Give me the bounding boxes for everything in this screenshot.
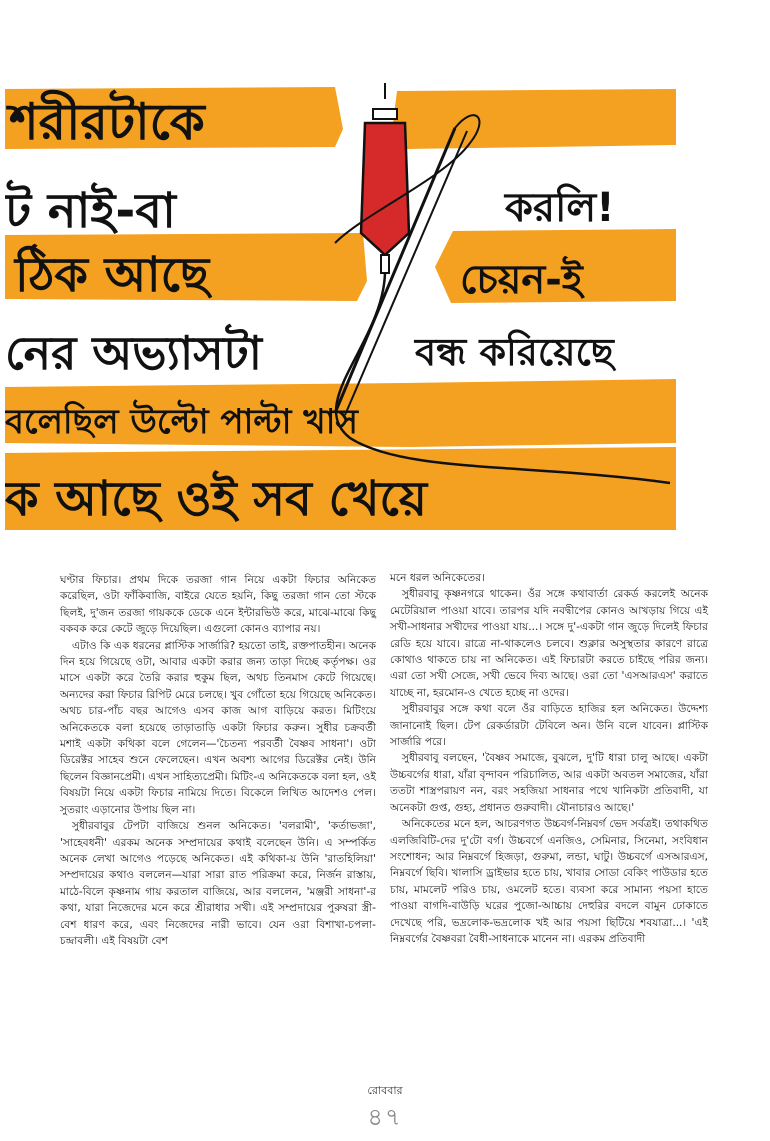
paragraph: সুধীরবাবু বলছেন, 'বৈষ্ণব সমাজে, বুঝলে, দু'টি ধারা চালু আছে। একটা উচ্চবর্গের ধারা, যাঁরা বৃন্দাবন পরিচালিত, আর একটা অবতল সমাজের, যাঁরা ততটা শাস্ত্রপরায়ণ নন, বরং সহজিয়া সাধনার পথে খানিকটা প্রতিবাদী, যা অনেকটা গুপ্ত, গুহ্য, প্রধানত গুরুবাদী। যৌনাচারও আছে।' xyxy=(390,752,708,814)
paragraph: সুধীরবাবুর টেপটা বাজিয়ে শুনল অনিকেত। 'বলরামী', 'কর্তাভজা', 'সাহেবধনী' এরকম অনেক সম্প্রদায়ের কথাই বলেছেন উনি। এ সম্পর্কিত অনেক লেখা আগেও পড়েছে অনিকেত। এই কথিকা-য় উনি 'রাতহিলিয়া' সম্প্রদায়ের কথাও বললেন—যারা সারা রাত পরিক্রমা করে, নির্জন রাস্তায়, মাঠে-বিলে কৃষ্ণনাম গায় করতাল বাজিয়ে, আর বললেন, 'মঞ্জরী সাধনা'-র কথা, যারা নিজেদের মনে করে শ্রীরাধার সখী। এই সম্প্রদায়ের পুরুষরা স্ত্রী-বেশ ধারণ করে, এবং নিজেদের নারী ভাবে। যেন ওরা বিশাখা-চপলা-চন্দ্রাবলী। এই বিষয়টা বেশ xyxy=(60,820,376,947)
paragraph: এটাও কি এক ধরনের প্লাস্টিক সার্জারি? হয়তো তাই, রক্তপাতহীন। অনেক দিন হয়ে গিয়েছে ওটা, আবার একটা করার জন্য তাড়া দিচ্ছে কর্তৃপক্ষ। ওর মাসে একটা করে তৈরি করার হুকুম ছিল, অথচ তিনমাস কেটে গিয়েছে। অন্যদের করা ফিচার রিপিট মেরে চলছে। খুব গোঁতো হয়ে গিয়েছে অনিকেত। অথচ চার-পাঁচ বছর আগেও এসব কাজ আগ বাড়িয়ে করত। মিটিংয়ে অনিকেতকে বলা হয়েছে তাড়াতাড়ি একটা ফিচার করুন। সুধীর চক্রবর্তী মশাই একটা কথিকা বলে গেলেন—'চৈতন্য পরবর্তী বৈষ্ণব সাধনা'। ওটা ডিরেক্টর সাহেব শুনে ফেলেছেন। এখন অবশ্য আগের ডিরেক্টর নেই। উনি ছিলেন বিজ্ঞানপ্রেমী। এখন সাহিত্যপ্রেমী। মিটিং-এ অনিকেতকে বলা হল, ওই বিষয়টা নিয়ে একটা ফিচার নামিয়ে দিতে। বিকেলে লিখিত আদেশও পেল। সুতরাং এড়ানোর উপায় ছিল না। xyxy=(60,639,376,816)
article-column-left xyxy=(60,572,376,949)
paragraph: ঘণ্টার ফিচার। প্রথম দিকে তরজা গান নিয়ে একটা ফিচার অনিকেত করেছিল, ওটা ফাঁকিবাজি, বাইরে যেতে হয়নি, কিছু তরজা গান তো স্টকে ছিলই, দু'জন তরজা গায়ককে ডেকে এনে ইন্টারভিউ করে, মাঝে-মাঝে কিছু বকবক করে কেটে জুড়ে দিয়েছিল। এগুলো কোনও ব্যাপার নয়। xyxy=(60,574,376,636)
illustration-text-2: ট নাই-বা xyxy=(5,183,176,239)
illustration-text-3: ঠিক আছে xyxy=(15,247,210,303)
paragraph: সুধীরবাবু কৃষ্ণনগরে থাকেন। ওঁর সঙ্গে কথাবার্তা রেকর্ড করলেই অনেক মেটেরিয়াল পাওয়া যাবে। তারপর যদি নবদ্বীপের কোনও আখড়ায় গিয়ে এই সখী-সাধনার সখীদের পাওয়া যায়...। সঙ্গে দু'-একটা গান জুড়ে দিলেই ফিচার রেডি হয়ে যাবে। রাত্রে না-থাকলেও চলবে। শুক্লার অসুস্থতার কারণে রাত্রে কোথাও থাকতে চায় না অনিকেত। এই ফিচারটা করতে চাইছে পরির জন্য। এরা তো সখী সেজে, সখী ভেবে দিব্য আছে। ওরা তো 'এসআরএস' করাতে যাচ্ছে না, হরমোন-ও খেতে হচ্ছে না ওদের। xyxy=(390,588,708,699)
paragraph: মনে ধরল অনিকেতের। xyxy=(390,572,485,584)
illustration-text-5: বলেছিল উল্টো পাল্টা খাস xyxy=(5,402,358,442)
illustration-text-9: বন্ধ করিয়েছে xyxy=(415,330,614,374)
illustration-text-1: শরীরটাকে xyxy=(9,93,205,151)
page-number: ৪৭ xyxy=(367,1103,403,1131)
paragraph: অনিকেতের মনে হল, আচরণগত উচ্চবর্গ-নিম্নবর্গ ভেদ সর্বত্রই। তথাকথিত এলজিবিটি-দের দু'টো বর্গ। উচ্চবর্গে এনজিও, সেমিনার, সিনেমা, সংবিধান সংশোধন; আর নিম্নবর্গে হিজড়া, গুরুমা, লন্ডা, ঘাটু। উচ্চবর্গে এসআরএস, নিম্নবর্গে ছিবি। খালাসি ড্রাইভার হতে চায়, খাবার সোডা বেকিং পাউডার হতে চায়, মামলেট পরিও চায়, ওমলেট হতে। ব্যবসা করে সামান্য পয়সা হাতে পাওয়া বাগদি-বাউড়ি ঘরের পুজো-আচ্চায় দেহুরির বদলে বামুন ঢোকাতে দেখেছে পরি, ভদ্রলোক-ভদ্রলোক খই আর পয়সা ছিটিয়ে শবযাত্রা...। 'এই নিম্নবর্গের বৈষ্ণবরা বৈধী-সাধনাকে মানেন না। এরকম প্রতিবাদী xyxy=(390,818,708,945)
page-footer xyxy=(0,1082,770,1139)
illustration-text-6: ক আছে ওই সব খেয়ে xyxy=(5,471,428,527)
article-column-right xyxy=(390,570,708,947)
paragraph: সুধীরবাবুর সঙ্গে কথা বলে ওঁর বাড়িতে হাজির হল অনিকেত। উদ্দেশ্য জানানোই ছিল। টেপ রেকর্ডারটা টেবিলে অন। উনি বলে যাবেন। প্লাস্টিক সার্জারি পরে। xyxy=(390,703,708,749)
orange-stripes xyxy=(5,87,676,530)
illustration-text-8: চেয়ন-ই xyxy=(460,257,583,303)
illustration xyxy=(5,83,676,530)
illustration-text-4: নের অভ্যাসটা xyxy=(5,326,263,380)
magazine-name: রোববার xyxy=(367,1084,403,1097)
illustration-text-7: করলি! xyxy=(505,185,615,231)
